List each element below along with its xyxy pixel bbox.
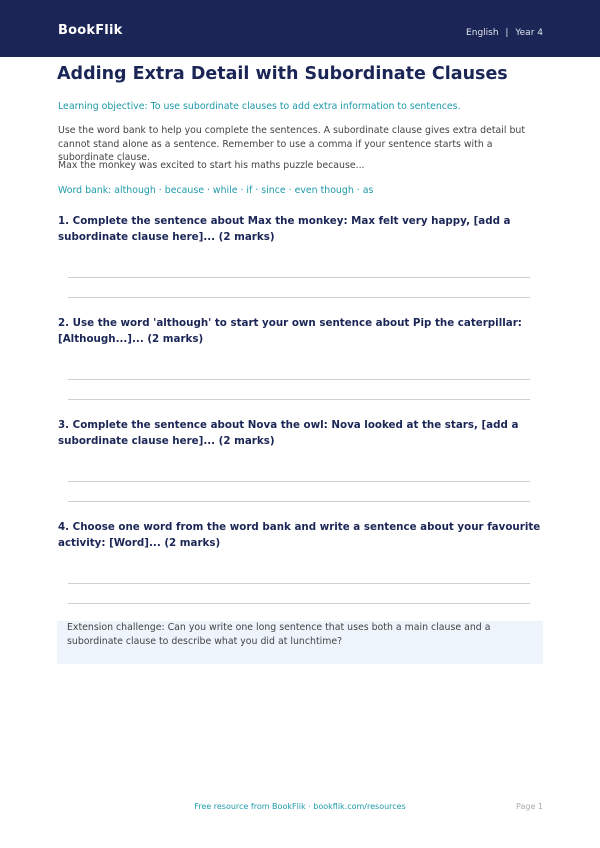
answer-line[interactable] bbox=[68, 603, 530, 604]
extension-box bbox=[57, 621, 543, 664]
page-number: Page 1 bbox=[516, 802, 543, 811]
answer-line[interactable] bbox=[68, 297, 530, 298]
answer-line[interactable] bbox=[68, 277, 530, 278]
brand-logo[interactable]: BookFlik bbox=[58, 23, 123, 38]
answer-line[interactable] bbox=[68, 481, 530, 482]
example-sentence: Max the monkey was excited to start his maths puzzle because... bbox=[58, 160, 365, 171]
learning-objective: Learning objective: To use subordinate clauses to add extra information to sentences. bbox=[58, 101, 461, 112]
separator: | bbox=[505, 28, 509, 38]
header-bar bbox=[0, 0, 600, 57]
answer-line[interactable] bbox=[68, 399, 530, 400]
instructions: Use the word bank to help you complete the sentences. A subordinate clause gives extra detail but cannot stand alone as a sentence. Remember to use a comma if your sentence starts with a subordinate clause. bbox=[58, 125, 526, 163]
answer-line[interactable] bbox=[68, 501, 530, 502]
footer-link[interactable]: Free resource from BookFlik · bookflik.com/resources bbox=[194, 802, 406, 811]
word-bank: Word bank: although · because · while · if · since · even though · as bbox=[58, 185, 374, 196]
answer-line[interactable] bbox=[68, 379, 530, 380]
question-1: 1. Complete the sentence about Max the monkey: Max felt very happy, [add a subordinate clause here]... (2 marks) bbox=[58, 215, 511, 243]
year-label: Year 4 bbox=[515, 28, 543, 38]
page-title: Adding Extra Detail with Subordinate Clauses bbox=[57, 64, 508, 84]
question-2: 2. Use the word 'although' to start your own sentence about Pip the caterpillar: [Although...]... (2 marks) bbox=[58, 317, 522, 345]
question-3: 3. Complete the sentence about Nova the owl: Nova looked at the stars, [add a subordinate clause here]... (2 marks) bbox=[58, 419, 519, 447]
answer-line[interactable] bbox=[68, 583, 530, 584]
extension-challenge: Extension challenge: Can you write one long sentence that uses both a main clause and a subordinate clause to describe what you did at lunchtime? bbox=[67, 622, 491, 647]
subject-year bbox=[466, 28, 543, 38]
question-4: 4. Choose one word from the word bank and write a sentence about your favourite activity: [Word]... (2 marks) bbox=[58, 521, 541, 549]
subject-label: English bbox=[466, 28, 499, 38]
